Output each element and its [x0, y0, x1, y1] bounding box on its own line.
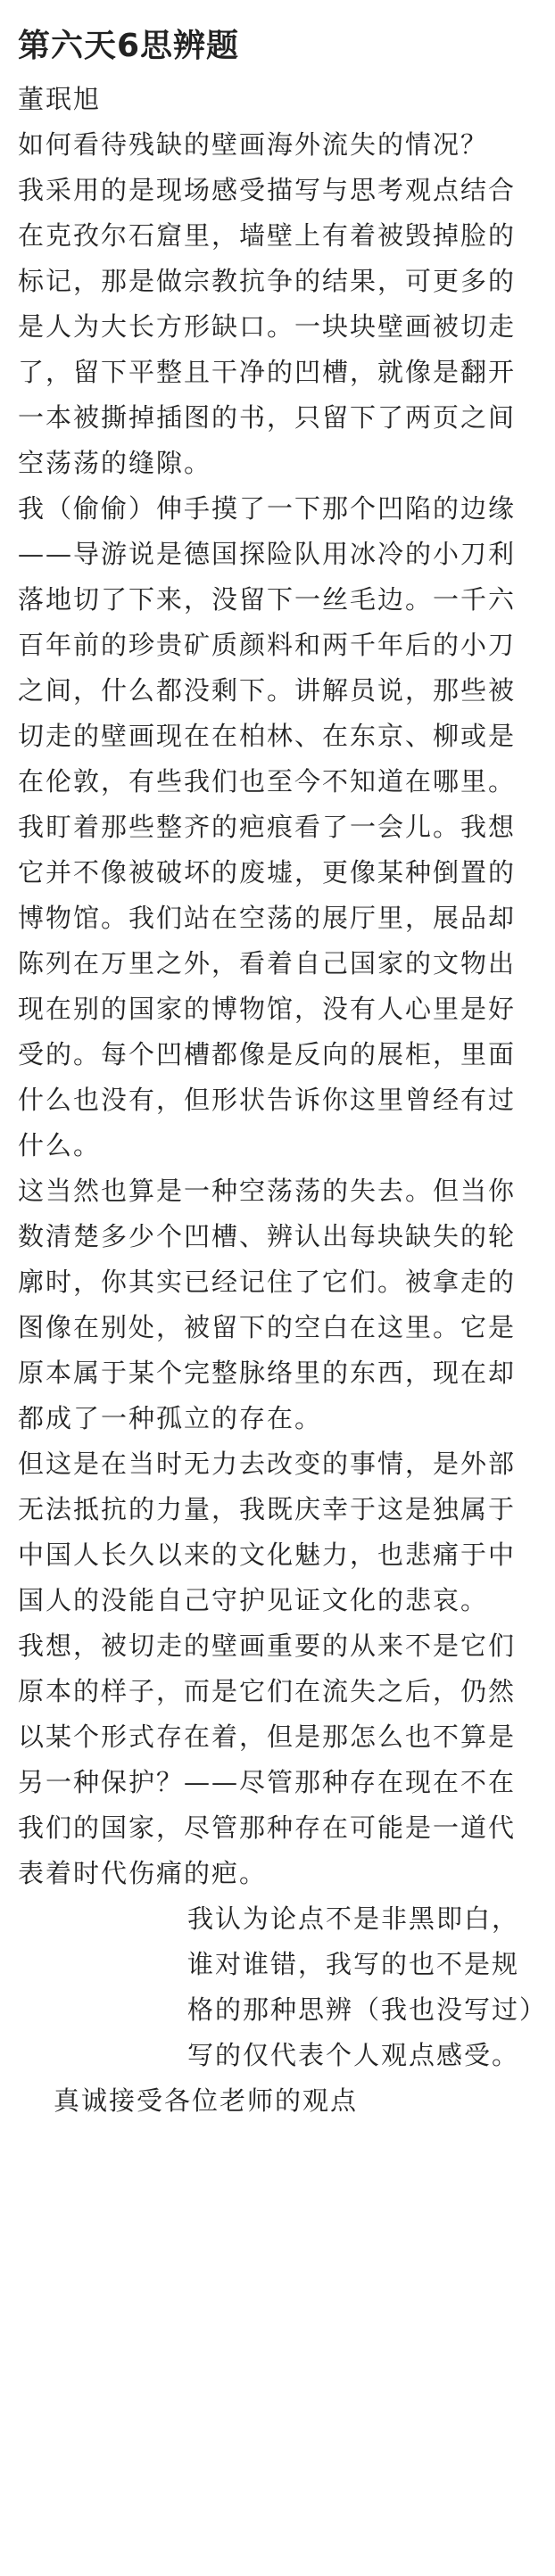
method-text: 我采用的是现场感受描写与思考观点结合 [18, 175, 517, 205]
paragraph-1: 在克孜尔石窟里，墙壁上有着被毁掉脸的标记，那是做宗教抗争的结果，可更多的是人为大长方形缺口。一块块壁画被切走了，留下平整且干净的凹槽，就像是翻开一本被撕掉插图的书，只留下了两页之间空荡荡的缝隙。 [18, 220, 517, 478]
paragraph-6: 我想，被切走的壁画重要的从来不是它们原本的样子，而是它们在流失之后，仍然以某个形式存在着，但是那怎么也不算是另一种保护？——尽管那种存在现在不在我们的国家，尽管那种存在可能是一道代表着时代伤痛的疤。 [18, 1631, 517, 1888]
paragraph-2: 我（偷偷）伸手摸了一下那个凹陷的边缘——导游说是德国探险队用冰冷的小刀利落地切了下来，没留下一丝毛边。一千六百年前的珍贵矿质颜料和两千年后的小刀之间，什么都没剩下。讲解员说，那些被切走的壁画现在在柏林、在东京、柳或是在伦敦，有些我们也至今不知道在哪里。 [18, 493, 517, 797]
paragraph-5: 但这是在当时无力去改变的事情，是外部无法抵抗的力量，我既庆幸于这是独属于中国人长久以来的文化魅力，也悲痛于中国人的没能自己守护见证文化的悲哀。 [18, 1449, 517, 1615]
sign-off: 真诚接受各位老师的观点 [54, 2085, 359, 2116]
paragraph-4: 这当然也算是一种空荡荡的失去。但当你数清楚多少个凹槽、辨认出每块缺失的轮廓时，你其实已经记住了它们。被拿走的图像在别处，被留下的空白在这里。它是原本属于某个完整脉络里的东西，现在却都成了一种孤立的存在。 [18, 1176, 517, 1433]
page-title: 第六天6思辨题 [18, 28, 240, 64]
closing-note: 我认为论点不是非黑即白，谁对谁错，我写的也不是规格的那种思辨（我也没写过）写的仅代表个人观点感受。 [187, 1903, 534, 2070]
paragraph-3: 我盯着那些整齐的疤痕看了一会儿。我想它并不像被破坏的废墟，更像某种倒置的博物馆。我们站在空荡的展厅里，展品却陈列在万里之外，看着自己国家的文物出现在别的国家的博物馆，没有人心里是好受的。每个凹槽都像是反向的展柜，里面什么也没有，但形状告诉你这里曾经有过什么。 [18, 812, 517, 1160]
document-body [18, 77, 537, 2124]
author-name: 董珉旭 [18, 84, 102, 114]
question-text: 如何看待残缺的壁画海外流失的情况？ [18, 129, 489, 160]
